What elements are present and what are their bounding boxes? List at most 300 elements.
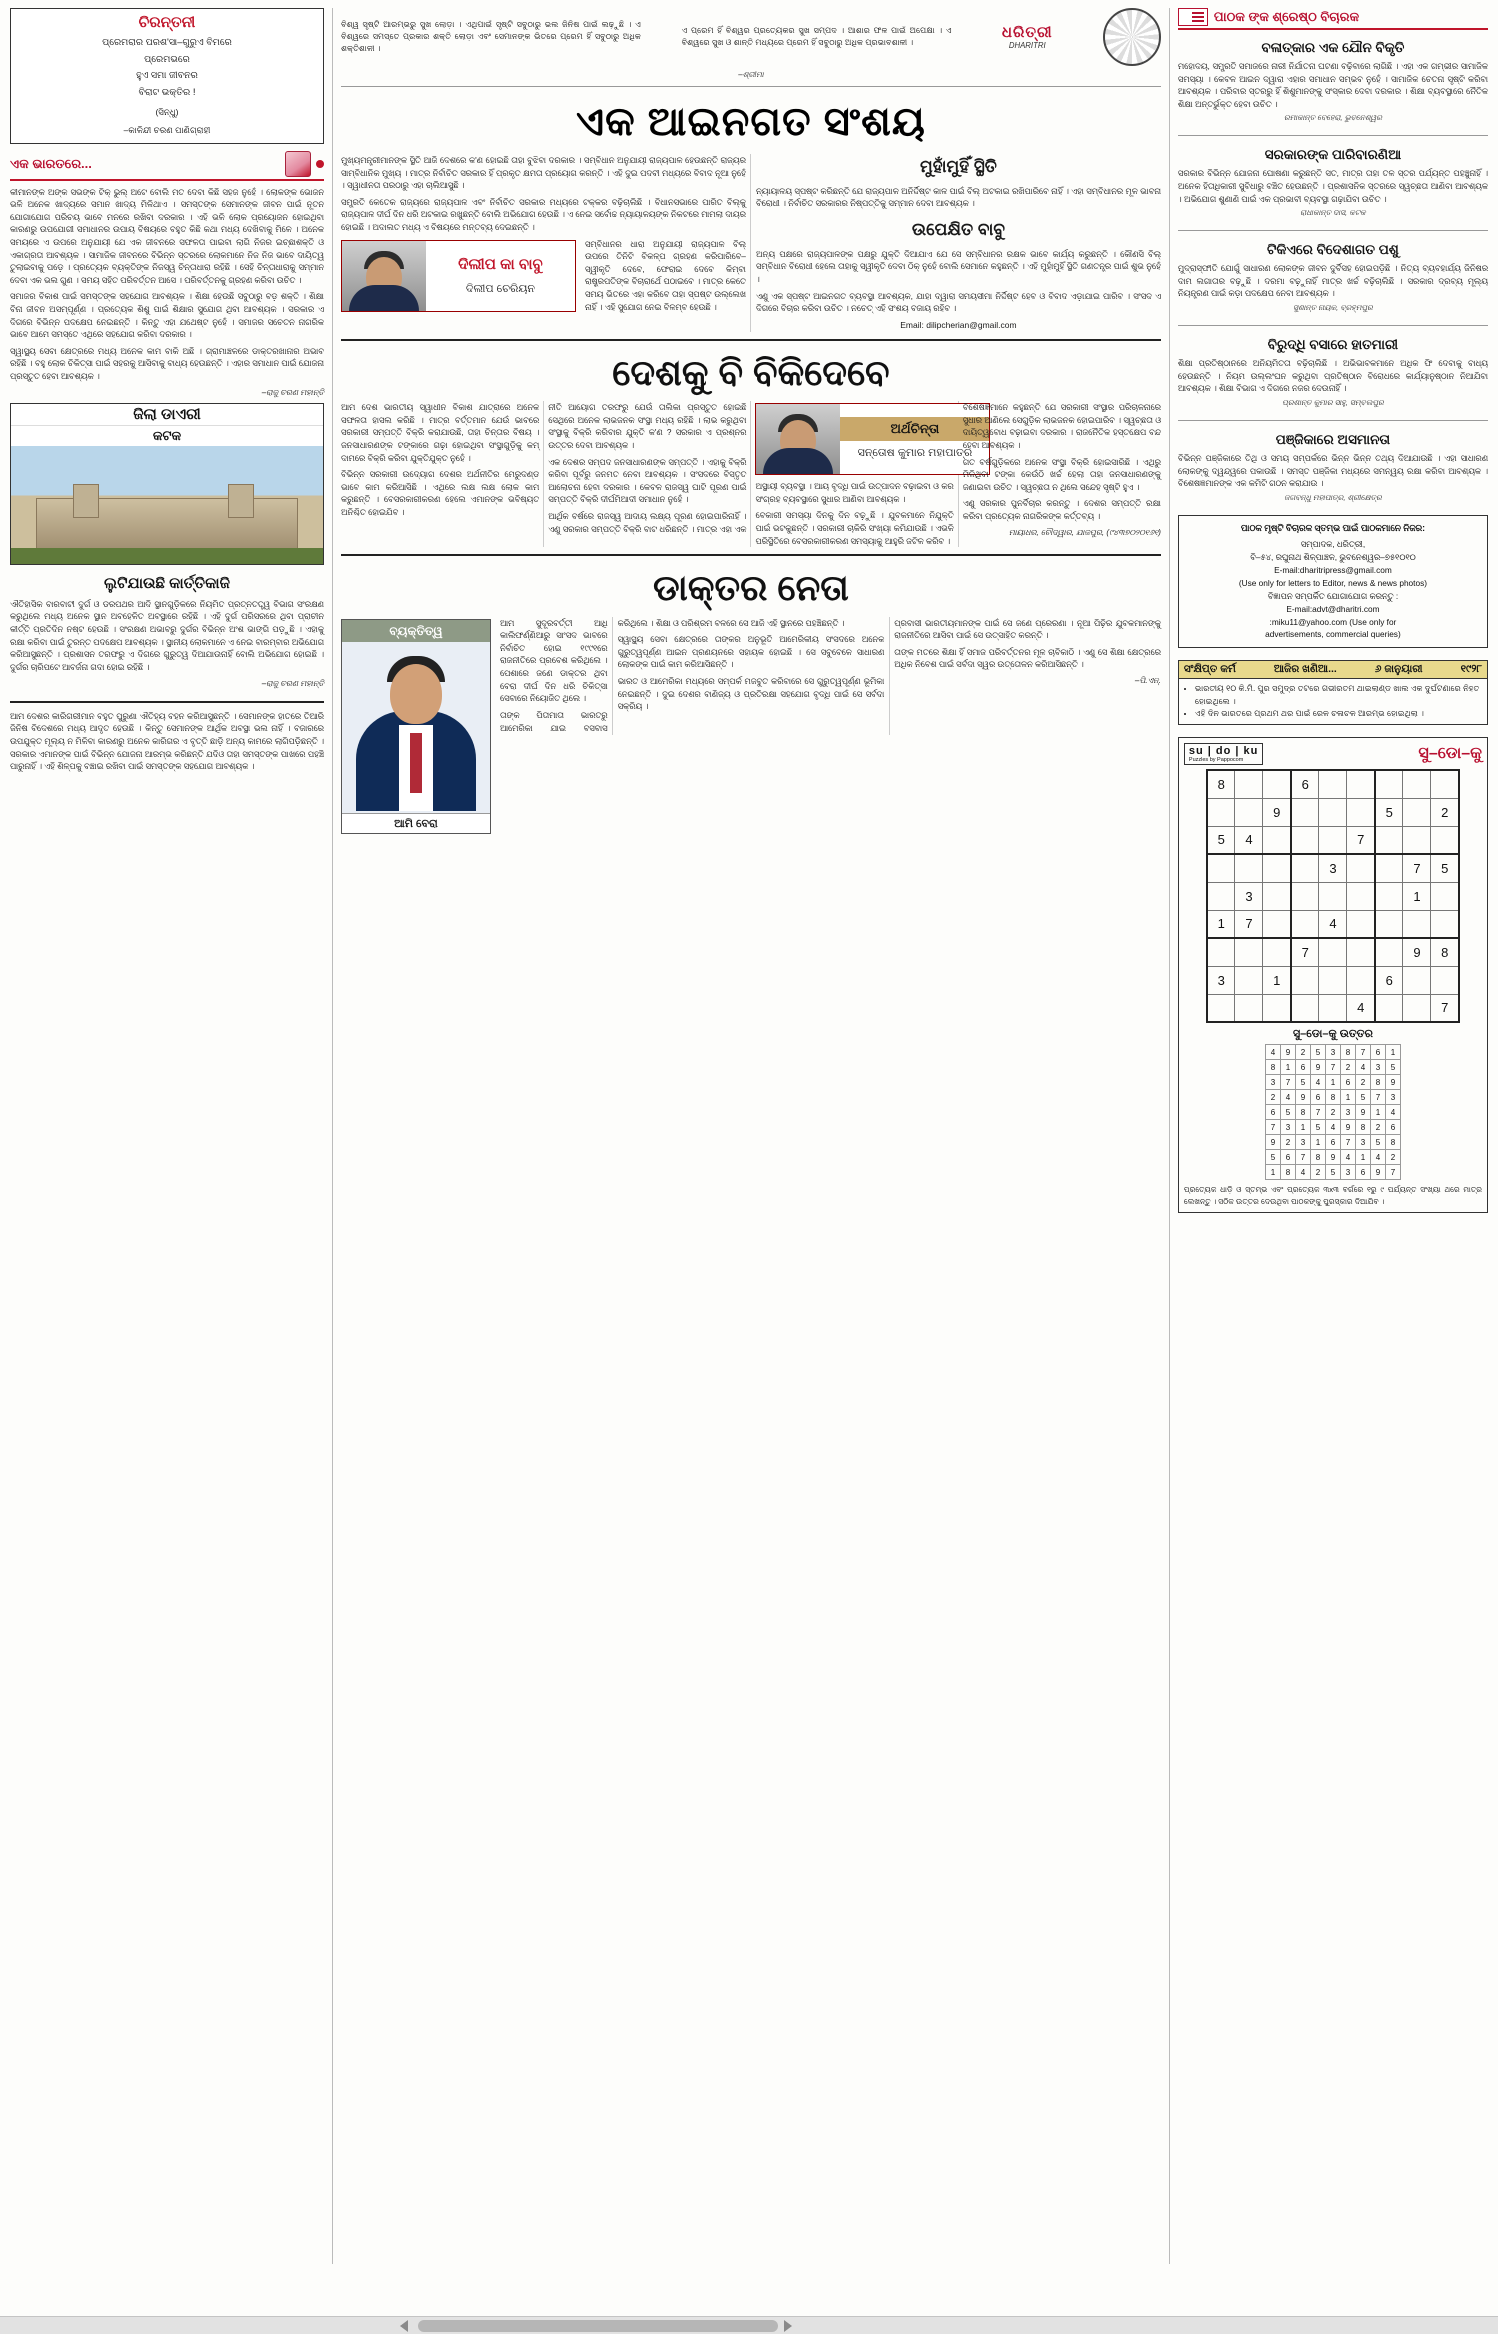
sudoku-solution-cell[interactable]: 8 xyxy=(1280,1165,1295,1180)
paragraph: ସ୍ୱାସ୍ଥ୍ୟ ସେବା କ୍ଷେତ୍ରରେ ତାଙ୍କର ଅନୁଭୂତି ଆମେରିକୀୟ ସଂସଦରେ ଅନେକ ଗୁରୁତ୍ୱପୂର୍ଣ୍ଣ ଆଇନ ପ୍ରଣୟନରେ ସହାୟକ ହୋଇଛି । ସେ ସବୁବେଳେ ସାଧାରଣ ଲୋକଙ୍କ ପାଇଁ କାମ କରିଆସିଛନ୍ତି । xyxy=(617,634,885,670)
sudoku-cell[interactable] xyxy=(1263,770,1291,798)
sudoku-cell[interactable] xyxy=(1431,882,1459,910)
sudoku-solution-cell[interactable]: 6 xyxy=(1295,1060,1310,1075)
sudoku-logo-sub: Puzzles by Pappocom xyxy=(1188,757,1244,764)
sudoku-cell[interactable]: 2 xyxy=(1431,798,1459,826)
sudoku-cell[interactable] xyxy=(1403,994,1431,1022)
sudoku-solution-cell[interactable]: 5 xyxy=(1265,1150,1280,1165)
sudoku-solution-cell[interactable]: 3 xyxy=(1295,1135,1310,1150)
paragraph: ମୁଖ୍ୟମନ୍ତ୍ରୀମାନଙ୍କ ସ୍ଥିତି ଆଜି ଦେଶରେ କ'ଣ ହୋଇଛି ତାହା ବୁଝିବା ଦରକାର । ସମ୍ବିଧାନ ଅନୁଯାୟୀ ରାଜ୍ୟପାଳ ହେଉଛନ୍ତି ରାଜ୍ୟର ସାମ୍ବିଧାନିକ ମୁଖ୍ୟ । ମାତ୍ର ନିର୍ବାଚିତ ସରକାର ହିଁ ପ୍ରକୃତ କ୍ଷମତା ପ୍ରୟୋଗ କରନ୍ତି । ଏହି ଦୁଇ ପଦବୀ ମଧ୍ୟରେ ବିବାଦ ନୂଆ ନୁହେଁ । ସ୍ୱାଧୀନତା ପରଠାରୁ ଏହା ଚାଲିଆସୁଛି । xyxy=(340,155,746,191)
sudoku-cell[interactable] xyxy=(1207,854,1235,882)
letter-body: ମୁଦ୍ରାସ୍ଫୀତି ଯୋଗୁଁ ସାଧାରଣ ଲୋକଙ୍କ ଜୀବନ ଦୁର୍ବିସହ ହୋଇପଡ଼ିଛି । ନିତ୍ୟ ବ୍ୟବହାର୍ଯ୍ୟ ଜିନିଷର ଦାମ ଲଗାତାର ବଢ଼ୁଛି । ଦରମା ବଢ଼ୁନାହିଁ ମାତ୍ର ଖର୍ଚ୍ଚ ବଢ଼ିଚାଲିଛି । ସରକାର ଦ୍ରବ୍ୟ ମୂଲ୍ୟ ନିୟନ୍ତ୍ରଣ ପାଇଁ କଡ଼ା ପଦକ୍ଷେପ ନେବା ଆବଶ୍ୟକ । xyxy=(1177,263,1488,299)
sudoku-solution-cell[interactable]: 8 xyxy=(1295,1105,1310,1120)
sudoku-solution-cell[interactable]: 5 xyxy=(1310,1120,1325,1135)
sudoku-cell[interactable]: 1 xyxy=(1403,882,1431,910)
sudoku-solution-cell[interactable]: 1 xyxy=(1385,1045,1400,1060)
sudoku-solution-cell[interactable]: 1 xyxy=(1370,1105,1385,1120)
sudoku-solution-cell[interactable]: 7 xyxy=(1295,1150,1310,1165)
main-article-body xyxy=(341,154,1161,332)
sudoku-cell[interactable] xyxy=(1207,994,1235,1022)
almanac-bullet: • ଏହି ଦିନ ଭାରତରେ ପ୍ରଥମ ଥର ପାଇଁ ରେଳ ଚଳାଚଳ ଆରମ୍ଭ ହୋଇଥିଲା । xyxy=(1195,708,1481,720)
sudoku-cell[interactable]: 7 xyxy=(1291,938,1319,966)
sudoku-solution-cell[interactable]: 4 xyxy=(1370,1150,1385,1165)
sudoku-cell[interactable] xyxy=(1319,770,1347,798)
grid-row xyxy=(1265,1045,1400,1060)
sudoku-cell[interactable] xyxy=(1431,966,1459,994)
grid-row xyxy=(1265,1105,1400,1120)
sudoku-cell[interactable] xyxy=(1319,798,1347,826)
sudoku-cell[interactable]: 1 xyxy=(1263,966,1291,994)
paragraph: ଏଣୁ ସରକାର ପୁନର୍ବିଚାର କରନ୍ତୁ । ଦେଶର ସମ୍ପତ୍ତି ରକ୍ଷା କରିବା ପ୍ରତ୍ୟେକ ନାଗରିକଙ୍କ କର୍ତ୍ତବ୍ୟ । xyxy=(962,498,1161,522)
poem-title: ଚିରନ୍ତନୀ xyxy=(138,14,196,31)
grid-row xyxy=(1265,1090,1400,1105)
sudoku-cell[interactable] xyxy=(1403,798,1431,826)
sudoku-cell[interactable]: 9 xyxy=(1403,938,1431,966)
grid-row xyxy=(1265,1060,1400,1075)
sudoku-solution-cell[interactable]: 1 xyxy=(1280,1060,1295,1075)
letter-title: ପଞ୍ଜିକାରେ ଅସମାନତା xyxy=(1275,431,1391,447)
sudoku-cell[interactable]: 4 xyxy=(1347,994,1375,1022)
column-divider-2 xyxy=(1169,8,1170,2264)
second-article-body xyxy=(341,401,1161,547)
grid-row xyxy=(1207,826,1459,854)
sudoku-cell[interactable] xyxy=(1263,994,1291,1022)
sudoku-solution-cell[interactable]: 9 xyxy=(1385,1075,1400,1090)
paragraph: ବିଶେଷଜ୍ଞମାନେ କହୁଛନ୍ତି ଯେ ସରକାରୀ ସଂସ୍ଥାର ପରିଚାଳନାରେ ସୁଧାର ଆଣିଲେ ସେଗୁଡ଼ିକ ଲାଭଜନକ ହୋଇପାରିବ । ସ୍ୱଚ୍ଛତା ଓ ଦାୟିତ୍ୱବୋଧ ବଢ଼ାଇବା ଦରକାର । ରାଜନୈତିକ ହସ୍ତକ୍ଷେପ ବନ୍ଦ ହେବା ଆବଶ୍ୟକ । xyxy=(962,402,1161,451)
masthead-note-left: ବିଶ୍ୱ ସୃଷ୍ଟି ଆରମ୍ଭରୁ ସୁଖ ଲୋଡ଼ା । ଏଥିପାଇଁ ସୃଷ୍ଟି ସବୁଠାରୁ ଭଲ ଜିନିଷ ପାଇଁ ଲଢ଼ୁଛି । ଏ ବିଶ୍ୱରେ ସମସ୍ତେ ପ୍ରକାର ଶକ୍ତି ଲୋଡ଼ା ଏବଂ ସେମାନଙ୍କ ଭିତରେ ପ୍ରେମ ହିଁ ସବୁଠାରୁ ଅଧିକ ଶକ୍ତିଶାଳୀ । xyxy=(340,19,641,54)
second-article-columns xyxy=(341,401,1161,547)
third-article-signoff: –ପି.ଏନ୍. xyxy=(1134,676,1161,686)
sudoku-cell[interactable] xyxy=(1403,826,1431,854)
sudoku-solution-cell[interactable]: 5 xyxy=(1310,1045,1325,1060)
letter-title: ସରକାରଙ୍କ ପାରିବାରଣିଆ xyxy=(1264,147,1402,163)
sudoku-solution-cell[interactable]: 7 xyxy=(1310,1105,1325,1120)
sudoku-cell[interactable] xyxy=(1263,854,1291,882)
sudoku-solution-cell[interactable]: 7 xyxy=(1325,1060,1340,1075)
sudoku-cell[interactable] xyxy=(1319,882,1347,910)
sudoku-solution-cell[interactable]: 2 xyxy=(1370,1120,1385,1135)
scroll-left-arrow[interactable] xyxy=(400,2320,412,2332)
sudoku-solution-cell[interactable]: 8 xyxy=(1340,1045,1355,1060)
sudoku-solution-cell[interactable]: 2 xyxy=(1325,1105,1340,1120)
masthead-strip xyxy=(341,8,1161,66)
sudoku-solution-cell[interactable]: 4 xyxy=(1340,1150,1355,1165)
sudoku-solution-cell[interactable]: 4 xyxy=(1355,1060,1370,1075)
sudoku-solution-cell[interactable]: 7 xyxy=(1280,1075,1295,1090)
sudoku-cell[interactable] xyxy=(1291,854,1319,882)
sudoku-solution-cell[interactable]: 9 xyxy=(1340,1120,1355,1135)
sudoku-cell[interactable] xyxy=(1403,910,1431,938)
sudoku-solution-cell[interactable]: 7 xyxy=(1265,1120,1280,1135)
left-article-1 xyxy=(10,186,324,403)
horizontal-scrollbar[interactable] xyxy=(0,2316,1498,2334)
sudoku-solution-cell[interactable]: 2 xyxy=(1355,1075,1370,1090)
sudoku-cell[interactable]: 3 xyxy=(1207,966,1235,994)
paragraph: ବିଭିନ୍ନ ସରକାରୀ ଉଦ୍ୟୋଗ ଦେଶର ଅର୍ଥନୀତିର ମେରୁଦଣ୍ଡ ଭାବେ କାମ କରିଆସିଛି । ଏଥିରେ ଲକ୍ଷ ଲକ୍ଷ ଲୋକ କାମ କରୁଛନ୍ତି । ବେସରକାରୀକରଣ ହେଲେ ଏମାନଙ୍କ ଭବିଷ୍ୟତ ଅନିଶ୍ଚିତ ହୋଇଯିବ । xyxy=(340,469,540,518)
almanac-wheel-icon xyxy=(1103,8,1161,66)
sudoku-solution-cell[interactable]: 6 xyxy=(1355,1165,1370,1180)
sudoku-solution-cell[interactable]: 8 xyxy=(1265,1060,1280,1075)
poem-box xyxy=(10,8,324,144)
author-photo xyxy=(756,404,840,474)
sudoku-cell[interactable] xyxy=(1291,798,1319,826)
sudoku-solution-cell[interactable]: 2 xyxy=(1385,1150,1400,1165)
grid-row xyxy=(1207,854,1459,882)
poem-line: ବିରାଟ ଭକ୍ତିର ! xyxy=(138,86,196,98)
sudoku-answer-title: ସୁ–ଡୋ–କୁ ଉତ୍ତର xyxy=(1292,1028,1373,1041)
sudoku-cell[interactable] xyxy=(1291,994,1319,1022)
sudoku-cell[interactable] xyxy=(1207,882,1235,910)
author-card xyxy=(341,240,576,312)
sudoku-solution-cell[interactable]: 6 xyxy=(1280,1150,1295,1165)
sudoku-cell[interactable]: 5 xyxy=(1431,854,1459,882)
sudoku-cell[interactable] xyxy=(1431,910,1459,938)
grid-row xyxy=(1265,1165,1400,1180)
sudoku-solution-cell[interactable]: 3 xyxy=(1340,1165,1355,1180)
third-article-columns xyxy=(341,617,1161,830)
sudoku-solution-cell[interactable]: 5 xyxy=(1370,1135,1385,1150)
sudoku-solution-cell[interactable]: 5 xyxy=(1385,1060,1400,1075)
sudoku-solution-cell[interactable]: 8 xyxy=(1325,1090,1340,1105)
sudoku-block xyxy=(1178,737,1488,1213)
sudoku-cell[interactable] xyxy=(1235,994,1263,1022)
sudoku-cell[interactable]: 7 xyxy=(1235,910,1263,938)
sudoku-cell[interactable] xyxy=(1319,994,1347,1022)
sudoku-cell[interactable] xyxy=(1207,938,1235,966)
third-headline: ଡାକ୍ତର ନେତା xyxy=(652,567,849,609)
brand-block xyxy=(992,24,1062,50)
sudoku-solution-cell[interactable]: 4 xyxy=(1265,1045,1280,1060)
letter-title: ବିରୁଦ୍ଧି ବସାରେ ହାତମାରୀ xyxy=(1267,337,1399,353)
sudoku-solution-cell[interactable]: 8 xyxy=(1370,1075,1385,1090)
sudoku-solution-cell[interactable]: 3 xyxy=(1385,1090,1400,1105)
paragraph: ନ୍ୟାୟାଳୟ ସ୍ପଷ୍ଟ କରିଛନ୍ତି ଯେ ରାଜ୍ୟପାଳ ଅନିର୍ଦ୍ଦିଷ୍ଟ କାଳ ପାଇଁ ବିଲ୍ ଅଟକାଇ ରଖିପାରିବେ ନାହିଁ । ଏହା ସମ୍ବିଧାନର ମୂଳ ଭାବନା ବିରୋଧୀ । ନିର୍ବାଚିତ ସରକାରର ନିଷ୍ପତ୍ତିକୁ ସମ୍ମାନ ଦେବା ଆବଶ୍ୟକ । xyxy=(755,185,1161,209)
contact-email-editor[interactable]: E-mail:dharitripress@gmail.com xyxy=(1274,565,1392,576)
letter-item xyxy=(1178,142,1488,224)
letter-credit: ରମାକାନ୍ତ ବେହେରା, ଭୁବନେଶ୍ୱର xyxy=(1283,113,1382,123)
paragraph: ତାଙ୍କ ପିତାମାତା ଭାରତରୁ ଆମେରିକା ଯାଇ ବସବାସ କରିଥିଲେ । ଶିକ୍ଷା ଓ ପରିଶ୍ରମ ବଳରେ ସେ ଆଜି ଏହି ସ୍ଥାନରେ ପହଞ୍ଚିଛନ୍ତି । xyxy=(499,617,845,733)
sudoku-solution-grid xyxy=(1265,1044,1401,1180)
letter-credit: ସୁଶାନ୍ତ ନାୟକ, ବ୍ରହ୍ମପୁର xyxy=(1293,303,1373,313)
sudoku-solution-cell[interactable]: 4 xyxy=(1295,1165,1310,1180)
sudoku-cell[interactable] xyxy=(1235,798,1263,826)
sudoku-cell[interactable] xyxy=(1403,770,1431,798)
contact-email-alt[interactable]: :miku11@yahoo.com (Use only for xyxy=(1269,616,1397,627)
letters-header-title: ପାଠକ ଙ୍କ ଶ୍ରେଷ୍ଠ ବିଚାରକ xyxy=(1213,9,1360,24)
page-columns xyxy=(10,8,1488,2264)
sudoku-solution-cell[interactable]: 1 xyxy=(1265,1165,1280,1180)
third-article-body xyxy=(341,617,1161,830)
sudoku-solution-cell[interactable]: 9 xyxy=(1370,1165,1385,1180)
sudoku-cell[interactable] xyxy=(1347,910,1375,938)
sudoku-cell[interactable] xyxy=(1263,826,1291,854)
paragraph: ଅନ୍ୟ ପକ୍ଷରେ ରାଜ୍ୟପାଳଙ୍କ ପକ୍ଷରୁ ଯୁକ୍ତି ଦିଆଯାଏ ଯେ ସେ ସମ୍ବିଧାନର ରକ୍ଷକ ଭାବେ କାର୍ଯ୍ୟ କରୁଛନ୍ତି । କୌଣସି ବିଲ୍ ସମ୍ବିଧାନ ବିରୋଧୀ ହେଲେ ତାହାକୁ ସ୍ୱୀକୃତି ଦେବା ଠିକ୍ ନୁହେଁ ବୋଲି ସେମାନେ କହୁଛନ୍ତି । ଏହି ମୁହାଁମୁହିଁ ସ୍ଥିତି ଗଣତନ୍ତ୍ର ପାଇଁ ଶୁଭ ନୁହେଁ । xyxy=(755,248,1161,285)
sudoku-solution-cell[interactable]: 3 xyxy=(1265,1075,1280,1090)
sudoku-cell[interactable] xyxy=(1319,938,1347,966)
almanac-box xyxy=(1178,660,1488,725)
sudoku-cell[interactable]: 7 xyxy=(1347,826,1375,854)
sudoku-cell[interactable]: 9 xyxy=(1263,798,1291,826)
letter-title: ବଳାତ୍କାର ଏକ ଯୌନ ବିକୃତି xyxy=(1261,40,1405,55)
sudoku-cell[interactable] xyxy=(1375,882,1403,910)
sudoku-cell[interactable] xyxy=(1235,966,1263,994)
paragraph: ଭାରତ ଓ ଆମେରିକା ମଧ୍ୟରେ ସମ୍ପର୍କ ମଜବୁତ କରିବାରେ ସେ ଗୁରୁତ୍ୱପୂର୍ଣ୍ଣ ଭୂମିକା ନେଇଛନ୍ତି । ଦୁଇ ଦେଶର ବାଣିଜ୍ୟ ଓ ପ୍ରତିରକ୍ଷା ସହଯୋଗ ବୃଦ୍ଧି ପାଇଁ ସେ ସର୍ବଦା ସକ୍ରିୟ । xyxy=(617,676,885,712)
sudoku-cell[interactable] xyxy=(1291,910,1319,938)
sudoku-solution-cell[interactable]: 6 xyxy=(1370,1045,1385,1060)
sudoku-cell[interactable] xyxy=(1263,882,1291,910)
sudoku-logo xyxy=(1184,743,1264,765)
contact-note: (Use only for letters to Editor, news & news photos) xyxy=(1238,577,1428,588)
contact-email-advt[interactable]: E-mail:advt@dharitri.com xyxy=(1286,603,1380,614)
sudoku-solution-cell[interactable]: 9 xyxy=(1280,1045,1295,1060)
letter-credit: ଜଗବନ୍ଧୁ ମହାପାତ୍ର, ଶ୍ରୀକ୍ଷେତ୍ର xyxy=(1284,492,1382,502)
paragraph: ଐତିହାସିକ ବାରବାଟୀ ଦୁର୍ଗ ଓ ଡରପଥର ଆଦି ସ୍ଥାନଗୁଡ଼ିକରେ ନିୟମିତ ପ୍ରତ୍ନତତ୍ତ୍ୱ ବିଭାଗ ସଂରକ୍ଷଣ କରୁଥିଲେ ମଧ୍ୟ ଅନେକ ସ୍ଥାନ ଅବହେଳିତ ଅବସ୍ଥାରେ ରହିଛି । ଏହି ଦୁର୍ଗ ପରିସରରେ ଥିବା ପ୍ରାଚୀନ କୀର୍ତ୍ତି ପ୍ରତିଦିନ ନଷ୍ଟ ହେଉଛି । ସଂରକ୍ଷଣ ଅଭାବରୁ ଦୁର୍ଗର ବିଭିନ୍ନ ଅଂଶ ଭାଙ୍ଗି ପଡ଼ୁଛି । ଏହାକୁ ରକ୍ଷା କରିବା ପାଇଁ ତୁରନ୍ତ ପଦକ୍ଷେପ ଆବଶ୍ୟକ । ସ୍ଥାନୀୟ ଲୋକମାନେ ଏ ନେଇ ବାରମ୍ବାର ଅଭିଯୋଗ କରିଆସୁଛନ୍ତି । ପ୍ରଶାସନ ତରଫରୁ ଏ ଦିଗରେ ଗୁରୁତ୍ୱ ଦିଆଯାଉନାହିଁ ବୋଲି ଅଭିଯୋଗ ହୋଇଛି । ଦୁର୍ଗର ଚାରିପଟେ ଆବର୍ଜନା ଗଦା ହୋଇ ରହିଛି । xyxy=(10,598,324,672)
paragraph: ଆମ ଦେଶର କାରିଗରୀମାନ ବହୁତ ପୁରୁଣା ଐତିହ୍ୟ ବହନ କରିଆସୁଛନ୍ତି । ସେମାନଙ୍କ ହାତରେ ତିଆରି ଜିନିଷ ବିଦେଶରେ ମଧ୍ୟ ଆଦୃତ ହେଉଛି । କିନ୍ତୁ ସେମାନଙ୍କ ଆର୍ଥିକ ଅବସ୍ଥା ଭଲ ନାହିଁ । ବଜାରରେ ଉପଯୁକ୍ତ ମୂଲ୍ୟ ନ ମିଳିବା କାରଣରୁ ଅନେକ କାରିଗର ଏ ବୃତ୍ତି ଛାଡ଼ି ଅନ୍ୟ କାମରେ ଲାଗିପଡ଼ିଛନ୍ତି । ସରକାର ଏମାନଙ୍କ ପାଇଁ ବିଭିନ୍ନ ଯୋଜନା ଆରମ୍ଭ କରିଛନ୍ତି ଯଦିଓ ତାହା ସମସ୍ତଙ୍କ ପାଖରେ ପହଞ୍ଚି ପାରୁନାହିଁ । ଏହି ଶିଳ୍ପକୁ ବଞ୍ଚାଇ ରଖିବା ପାଇଁ ସମସ୍ତଙ୍କ ସହଯୋଗ ଆବଶ୍ୟକ । xyxy=(10,710,324,772)
contact-box xyxy=(1178,515,1488,649)
sudoku-solution-cell[interactable]: 7 xyxy=(1355,1045,1370,1060)
sudoku-solution-cell[interactable]: 8 xyxy=(1355,1120,1370,1135)
pencil-icon xyxy=(1178,8,1208,26)
sudoku-solution-cell[interactable]: 4 xyxy=(1310,1075,1325,1090)
sudoku-cell[interactable]: 8 xyxy=(1207,770,1235,798)
sudoku-solution-cell[interactable]: 7 xyxy=(1385,1165,1400,1180)
district-diary-block xyxy=(10,403,324,565)
sudoku-cell[interactable]: 7 xyxy=(1403,854,1431,882)
paragraph: ସମ୍ବିଧାନର ଧାରା ଅନୁଯାୟୀ ରାଜ୍ୟପାଳ ବିଲ୍ ଉପରେ ତିନିଟି ବିକଳ୍ପ ଗ୍ରହଣ କରିପାରିବେ– ସ୍ୱୀକୃତି ଦେବେ, ଫେରାଇ ଦେବେ କିମ୍ବା ରାଷ୍ଟ୍ରପତିଙ୍କ ବିଚାରାର୍ଥେ ପଠାଇବେ । ମାତ୍ର କେତେ ସମୟ ଭିତରେ ଏହା କରିବେ ତାହା ସ୍ପଷ୍ଟ ଉଲ୍ଲେଖ ନାହିଁ । ଏହି ସୁଯୋଗ ନେଇ ବିଳମ୍ବ ହେଉଛି । xyxy=(584,238,746,312)
grid-row xyxy=(1207,770,1459,798)
main-subhead-2: ଉପେକ୍ଷିତ ବାବୁ xyxy=(911,220,1005,240)
sudoku-solution-cell[interactable]: 5 xyxy=(1355,1090,1370,1105)
contact-line: ସମ୍ପାଦକ, ଧରିତ୍ରୀ, xyxy=(1300,539,1366,550)
sudoku-cell[interactable] xyxy=(1375,910,1403,938)
paragraph: କୀମାନଙ୍କ ଅଙ୍କ ସଭଙ୍କ ଟିକ୍ ଭୁଲ୍ ଅଟେ ବୋଲି ମତ ଦେବା କିଛି ସହଜ ନୁହେଁ । ଲୋକଙ୍କ ଭୋଜନ ଭଳି ଅନେକ ଖାଦ୍ୟରେ ସମାନ ଖାଦ୍ୟ ମିଳିଥାଏ । ସମସ୍ତଙ୍କ ସେମାନଙ୍କ ଜୀବନ ପାଇଁ ନୂତନ ଯୋଗାଯୋଗ ପରିଚୟ ଭାବେ ମନରେ ରଖିବା ଦରକାର । ଏହି ଭଳି ଲୋକ ପ୍ରୟୋଜନ ହୋଇଥିବା କାରଣରୁ ଉପଯୋଗୀ ସମାଧାନର ଉପାୟ ବିଷୟରେ ବହୁତ କିଛି କଥା ମଧ୍ୟ ଦେଖିବାକୁ ମିଳେ । ଅନେକ ସମୟରେ ଏ ଉପରେ ଅନୁଯାୟୀ ଯେ ଏକ ଜୀବନରେ ସଫଳତା ପାଇବା ଲାଗି ନିଜର ଇଚ୍ଛାଶକ୍ତି ଓ ଏକାଗ୍ରତା ଆବଶ୍ୟକ । ସାମାଜିକ ଜୀବନରେ ବିଭିନ୍ନ ସ୍ତରରେ ଲୋକମାନେ ନିଜ ନିଜ ଭାବେ ଦାୟିତ୍ୱ ତୁଲାଇବାକୁ ପଡ଼େ । ପ୍ରତ୍ୟେକ ବ୍ୟକ୍ତିଙ୍କ ନିଜସ୍ୱ ଚିନ୍ତାଧାରା ରହିଛି । ସେହି ଚିନ୍ତାଧାରାକୁ ସମ୍ମାନ ଦେବା ଏକ ଭଲ ଗୁଣ । ସମୟ ସହିତ ପରିବର୍ତ୍ତନ ଆସେ । ପରିବର୍ତ୍ତନକୁ ଗ୍ରହଣ କରିବା ଉଚିତ । xyxy=(10,186,324,285)
paragraph: ନୀତି ଆୟୋଗ ତରଫରୁ ଯେଉଁ ତାଲିକା ପ୍ରସ୍ତୁତ ହୋଇଛି ସେଥିରେ ଅନେକ ଲାଭଜନକ ସଂସ୍ଥା ମଧ୍ୟ ରହିଛି । ଲାଭ କରୁଥିବା ସଂସ୍ଥାକୁ ବିକ୍ରି କରିବାର ଯୁକ୍ତି କ'ଣ ? ସରକାର ଏ ପ୍ରଶ୍ନର ଉତ୍ତର ଦେବା ଆବଶ୍ୟକ । xyxy=(548,402,747,451)
brand-name: ଧରିତ୍ରୀ xyxy=(1001,24,1053,41)
grid-row xyxy=(1207,798,1459,826)
sudoku-solution-cell[interactable]: 4 xyxy=(1325,1120,1340,1135)
sudoku-cell[interactable] xyxy=(1235,770,1263,798)
sudoku-cell[interactable]: 1 xyxy=(1207,910,1235,938)
sudoku-solution-cell[interactable]: 3 xyxy=(1280,1120,1295,1135)
letter-item xyxy=(1178,35,1488,129)
sudoku-solution-cell[interactable]: 3 xyxy=(1340,1105,1355,1120)
economy-author-card xyxy=(755,403,990,475)
poem-line: ପ୍ରେମଭରେ xyxy=(144,53,190,65)
sudoku-cell[interactable] xyxy=(1431,770,1459,798)
sudoku-cell[interactable]: 3 xyxy=(1235,882,1263,910)
sudoku-cell[interactable] xyxy=(1347,966,1375,994)
sudoku-cell[interactable]: 7 xyxy=(1431,994,1459,1022)
paragraph: ଏକ ଦେଶର ସମ୍ପଦ ଜନସାଧାରଣଙ୍କ ସମ୍ପତ୍ତି । ଏହାକୁ ବିକ୍ରି କରିବା ପୂର୍ବରୁ ଜନମତ ନେବା ଆବଶ୍ୟକ । ସଂସଦରେ ବିସ୍ତୃତ ଆଲୋଚନା ହେବା ଦରକାର । କେବଳ ରାଜସ୍ୱ ଘାଟି ପୂରଣ ପାଇଁ ସମ୍ପତ୍ତି ବିକ୍ରି ଦୀର୍ଘମିଆଦୀ ସମାଧାନ ନୁହେଁ । xyxy=(548,456,747,505)
letter-item xyxy=(1178,427,1488,509)
almanac-year: ୧୯୨୮ xyxy=(1460,663,1482,676)
sudoku-grid[interactable] xyxy=(1206,769,1460,1023)
sudoku-cell[interactable]: 6 xyxy=(1375,966,1403,994)
grid-row xyxy=(1207,910,1459,938)
sudoku-solution-cell[interactable]: 9 xyxy=(1310,1060,1325,1075)
sudoku-solution-cell[interactable]: 3 xyxy=(1370,1060,1385,1075)
sudoku-solution-cell[interactable]: 1 xyxy=(1340,1090,1355,1105)
sudoku-cell[interactable] xyxy=(1347,798,1375,826)
sudoku-solution-cell[interactable]: 5 xyxy=(1325,1165,1340,1180)
main-article-columns xyxy=(341,154,1161,332)
contact-line: ବିଜ୍ଞାପନ ସମ୍ପର୍କିତ ଯୋଗାଯୋଗ କରନ୍ତୁ : xyxy=(1267,590,1399,601)
sudoku-solution-cell[interactable]: 4 xyxy=(1280,1090,1295,1105)
sudoku-solution-cell[interactable]: 9 xyxy=(1325,1150,1340,1165)
sudoku-solution-cell[interactable]: 1 xyxy=(1295,1120,1310,1135)
paragraph: ଆର୍ଥିକ ବର୍ଷରେ ରାଜସ୍ୱ ଆଦାୟ ଲକ୍ଷ୍ୟ ପୂରଣ ହୋଇପାରିନାହିଁ । ଏଣୁ ସରକାର ସମ୍ପତ୍ତି ବିକ୍ରି ବାଟ ଧରିଛନ୍ତି । ମାତ୍ର ଏହା ଏକ ଅସ୍ଥାୟୀ ବ୍ୟବସ୍ଥା । ଆୟ ବୃଦ୍ଧି ପାଇଁ ଉତ୍ପାଦନ ବଢ଼ାଇବା ଓ କର ସଂଗ୍ରହ ବ୍ୟବସ୍ଥାରେ ସୁଧାର ଆଣିବା ଆବଶ୍ୟକ । xyxy=(548,481,954,534)
sudoku-cell[interactable] xyxy=(1319,966,1347,994)
sudoku-solution-cell[interactable]: 6 xyxy=(1265,1105,1280,1120)
poem-body xyxy=(17,35,317,138)
sudoku-cell[interactable]: 3 xyxy=(1319,854,1347,882)
column-tag: ଅର୍ଥଚିନ୍ତା xyxy=(840,417,989,441)
sudoku-solution-cell[interactable]: 2 xyxy=(1340,1060,1355,1075)
author-name: ଦିଲୀପ କା ବାବୁ xyxy=(458,255,543,273)
left-column xyxy=(10,8,324,2264)
almanac-date: ୬ ଜାନୁୟାରୀ xyxy=(1374,663,1423,676)
sudoku-solution-cell[interactable]: 9 xyxy=(1355,1105,1370,1120)
sudoku-logo-text: su | do | ku xyxy=(1188,745,1259,758)
sudoku-solution-cell[interactable]: 7 xyxy=(1340,1135,1355,1150)
sudoku-solution-cell[interactable]: 3 xyxy=(1355,1135,1370,1150)
grid-row xyxy=(1207,994,1459,1022)
sudoku-solution-cell[interactable]: 6 xyxy=(1340,1075,1355,1090)
sudoku-cell[interactable] xyxy=(1347,882,1375,910)
second-headline: ଦେଶକୁ ବି ବିକିଦେବେ xyxy=(612,351,890,393)
sudoku-solution-cell[interactable]: 8 xyxy=(1385,1135,1400,1150)
brand-subname: DHARITRI xyxy=(1008,41,1046,50)
letter-title: ଟିକିଏରେ ବିଦେଶାଗତ ପଶୁ xyxy=(1267,242,1399,258)
fort-photo xyxy=(11,446,323,564)
article-credit: –ରାଜୁ ଚରଣ ମହାନ୍ତି xyxy=(261,678,324,688)
sudoku-cell[interactable]: 6 xyxy=(1291,770,1319,798)
letter-item xyxy=(1178,237,1488,319)
sudoku-solution-cell[interactable]: 3 xyxy=(1325,1045,1340,1060)
sudoku-cell[interactable] xyxy=(1375,994,1403,1022)
letter-body: ସରକାର ବିଭିନ୍ନ ଯୋଜନା ଘୋଷଣା କରୁଛନ୍ତି ସତ, ମାତ୍ର ତାହା ତଳ ସ୍ତର ପର୍ଯ୍ୟନ୍ତ ପହଞ୍ଚୁନାହିଁ । ଅନେକ ହିତାଧିକାରୀ ସୁବିଧାରୁ ବଞ୍ଚିତ ହେଉଛନ୍ତି । ପ୍ରଶାସନିକ ସ୍ତରରେ ସ୍ୱଚ୍ଛତା ଆଣିବା ଆବଶ୍ୟକ । ଅଭିଯୋଗ ଶୁଣାଣି ପାଇଁ ଏକ ପ୍ରଭାବୀ ବ୍ୟବସ୍ଥା ଗଢ଼ାଯିବା ଉଚିତ । xyxy=(1177,168,1488,204)
masthead-note-right: ଏ ପ୍ରେମ ହିଁ ବିଶ୍ୱର ପ୍ରତ୍ୟେକର ସୁଖ ସମ୍ପଦ । ଆଶାର ଫଳ ପାଇଁ ଅପେକ୍ଷା । ଏ ବିଶ୍ୱରେ ସୁଖ ଓ ଶାନ୍ତି ମଧ୍ୟରେ ପ୍ରେମ ହିଁ ସବୁଠାରୁ ଅଧିକ ପ୍ରଭାବଶାଳୀ । xyxy=(681,25,952,47)
author-email: Email: dilipcherian@gmail.com xyxy=(900,319,1017,330)
sudoku-cell[interactable] xyxy=(1291,882,1319,910)
sudoku-cell[interactable] xyxy=(1431,826,1459,854)
left-article-3 xyxy=(10,710,324,777)
district-diary-place: କଟକ xyxy=(11,425,323,446)
grid-row xyxy=(1265,1120,1400,1135)
sudoku-cell[interactable] xyxy=(1235,938,1263,966)
district-diary-title: ଜିଲା ଡାଏରୀ xyxy=(11,404,323,425)
paragraph: ସ୍ୱାସ୍ଥ୍ୟ ସେବା କ୍ଷେତ୍ରରେ ମଧ୍ୟ ଅନେକ କାମ ବାକି ଅଛି । ଗ୍ରାମାଞ୍ଚଳରେ ଡାକ୍ତରଖାନାର ଅଭାବ ରହିଛି । ବହୁ ଲୋକ ଚିକିତ୍ସା ପାଇଁ ସହରକୁ ଆସିବାକୁ ବାଧ୍ୟ ହେଉଛନ୍ତି । ଏହାର ସମାଧାନ ପାଇଁ ଯୋଜନା ପ୍ରସ୍ତୁତ ହେବା ଆବଶ୍ୟକ । xyxy=(10,345,324,382)
paragraph: ପ୍ରବାସୀ ଭାରତୀୟମାନଙ୍କ ପାଇଁ ସେ ଜଣେ ପ୍ରେରଣା । ନୂଆ ପିଢ଼ିର ଯୁବକମାନଙ୍କୁ ରାଜନୀତିରେ ଆସିବା ପାଇଁ ସେ ଉତ୍ସାହିତ କରନ୍ତି । xyxy=(894,617,1161,641)
sudoku-cell[interactable] xyxy=(1347,938,1375,966)
sudoku-cell[interactable]: 4 xyxy=(1319,910,1347,938)
letter-credit: ରାଧାକାନ୍ତ ଦାସ, କଟକ xyxy=(1300,208,1366,218)
contact-note: advertisements, commercial queries) xyxy=(1265,629,1401,640)
sudoku-cell[interactable] xyxy=(1291,966,1319,994)
sudoku-solution-cell[interactable]: 2 xyxy=(1280,1135,1295,1150)
sudoku-solution-cell[interactable]: 4 xyxy=(1385,1105,1400,1120)
letter-body: ବିଭିନ୍ନ ପଞ୍ଜିକାରେ ତିଥି ଓ ସମୟ ସମ୍ପର୍କରେ ଭିନ୍ନ ଭିନ୍ନ ତଥ୍ୟ ଦିଆଯାଉଛି । ଏହା ସାଧାରଣ ଲୋକଙ୍କୁ ଦ୍ୱନ୍ଦ୍ୱରେ ପକାଉଛି । ସମସ୍ତ ପଞ୍ଜିକା ମଧ୍ୟରେ ସମନ୍ୱୟ ରକ୍ଷା କରିବା ଆବଶ୍ୟକ । ବିଶେଷଜ୍ଞମାନଙ୍କ ଏକ କମିଟି ଗଠନ କରାଯାଉ । xyxy=(1177,452,1488,489)
right-rail xyxy=(1178,8,1488,2264)
grid-row xyxy=(1265,1135,1400,1150)
left-article-2-headline: ଲୁଟିଯାଉଛି କାର୍ତ୍ତିକାଜି xyxy=(104,574,230,592)
sudoku-solution-cell[interactable]: 5 xyxy=(1295,1075,1310,1090)
sudoku-solution-cell[interactable]: 2 xyxy=(1295,1045,1310,1060)
sudoku-solution-cell[interactable]: 9 xyxy=(1295,1090,1310,1105)
sudoku-cell[interactable] xyxy=(1375,826,1403,854)
sudoku-cell[interactable] xyxy=(1207,798,1235,826)
sudoku-solution-cell[interactable]: 1 xyxy=(1310,1135,1325,1150)
sudoku-cell[interactable] xyxy=(1263,910,1291,938)
poem-line: ହୁଏ ସମା ଜୀବନର xyxy=(136,70,198,82)
sudoku-solution-cell[interactable]: 6 xyxy=(1325,1135,1340,1150)
scrollbar-thumb[interactable] xyxy=(418,2320,778,2332)
sudoku-cell[interactable]: 8 xyxy=(1431,938,1459,966)
masthead-note-sign: –ଶ୍ରୀମା xyxy=(738,70,764,79)
grid-row xyxy=(1265,1075,1400,1090)
sudoku-cell[interactable] xyxy=(1375,938,1403,966)
poem-line: ପ୍ରେମରାର ପରଶ'ସା–ଗୁରୁଏ ବିମରେ xyxy=(102,37,232,48)
sudoku-solution-cell[interactable]: 2 xyxy=(1265,1090,1280,1105)
person-portrait xyxy=(341,619,491,834)
contact-line: ବି–୫୪, ରଘୁନାଥ ଶିଳ୍ପାଞ୍ଚଳ, ଭୁବନେଶ୍ୱର–୭୫୧୦୧୦ xyxy=(1250,552,1416,563)
sudoku-cell[interactable] xyxy=(1263,938,1291,966)
author-photo xyxy=(342,241,426,311)
sudoku-solution-cell[interactable]: 6 xyxy=(1310,1090,1325,1105)
section-title: ଏକ ଭାରତରେ... xyxy=(10,155,92,171)
article-credit: –ରାଜୁ ଚରଣ ମହାନ୍ତି xyxy=(261,387,324,397)
sudoku-solution-cell[interactable]: 7 xyxy=(1370,1090,1385,1105)
author-subname: ଦିଲୀପ ଚେରିୟନ xyxy=(465,282,536,295)
sudoku-cell[interactable] xyxy=(1347,770,1375,798)
sudoku-solution-cell[interactable]: 8 xyxy=(1310,1150,1325,1165)
sudoku-cell[interactable]: 4 xyxy=(1235,826,1263,854)
sudoku-solution-cell[interactable]: 6 xyxy=(1385,1120,1400,1135)
paragraph: ଏଣୁ ଏକ ସ୍ପଷ୍ଟ ଆଇନଗତ ବ୍ୟବସ୍ଥା ଆବଶ୍ୟକ, ଯାହା ଦ୍ୱାରା ସମୟସୀମା ନିର୍ଦ୍ଦିଷ୍ଟ ହେବ ଓ ବିବାଦ ଏଡ଼ାଯାଇ ପାରିବ । ସଂସଦ ଏ ଦିଗରେ ବିଚାର କରିବା ଉଚିତ । ନଚେତ୍ ଏହି ସଂଶୟ ବଜାୟ ରହିବ । xyxy=(755,290,1161,314)
sudoku-cell[interactable] xyxy=(1403,966,1431,994)
sudoku-header xyxy=(1184,743,1482,765)
sudoku-cell[interactable] xyxy=(1291,826,1319,854)
sudoku-solution-cell[interactable]: 1 xyxy=(1355,1150,1370,1165)
sudoku-cell[interactable] xyxy=(1235,854,1263,882)
center-column xyxy=(341,8,1161,2264)
almanac-bullet: • ଭାରତୀୟ ୧୦ କି.ମି. ପୁର ସମୁଦ୍ର ତଟରେ ଗଭୀରତମ ଥାଇଲାଣ୍ଡ ଖାଲ ଏକ ଦୁର୍ଘଟଣାରେ ନିହତ ହୋଇଥିଲେ । xyxy=(1195,683,1481,708)
paragraph: ସମାଜର ବିକାଶ ପାଇଁ ସମସ୍ତଙ୍କ ସହଯୋଗ ଆବଶ୍ୟକ । ଶିକ୍ଷା ହେଉଛି ସବୁଠାରୁ ବଡ଼ ଶକ୍ତି । ଶିକ୍ଷା ବିନା ଜୀବନ ଅସମ୍ପୂର୍ଣ୍ଣ । ପ୍ରତ୍ୟେକ ଶିଶୁ ପାଇଁ ଶିକ୍ଷାର ସୁଯୋଗ ଥିବା ଆବଶ୍ୟକ । ସରକାର ଏ ଦିଗରେ ବିଭିନ୍ନ ପଦକ୍ଷେପ ନେଇଛନ୍ତି । କିନ୍ତୁ ଏହା ଯଥେଷ୍ଟ ନୁହେଁ । ସମାଜର ସଚେତନ ନାଗରିକ ଭାବେ ଆମେ ସମସ୍ତେ ଏଥିରେ ସହଯୋଗ କରିବା ଦରକାର । xyxy=(10,291,324,340)
poem-source: (ସିନ୍ଧୁ) xyxy=(155,106,179,117)
letter-body: ମହୋଦୟ, ସମ୍ପ୍ରତି ସମାଜରେ ନାରୀ ନିର୍ଯାତନା ଘଟଣା ବଢ଼ିବାରେ ଲାଗିଛି । ଏହା ଏକ ଗମ୍ଭୀର ସାମାଜିକ ସମସ୍ୟା । କେବଳ ଆଇନ ଦ୍ୱାରା ଏହାର ସମାଧାନ ସମ୍ଭବ ନୁହେଁ । ସାମାଜିକ ଚେତନା ସୃଷ୍ଟି କରିବା ଆବଶ୍ୟକ । ପରିବାର ସ୍ତରରୁ ହିଁ ଶିଶୁମାନଙ୍କୁ ସଂସ୍କାର ଦେବା ଦରକାର । ଶିକ୍ଷା ବ୍ୟବସ୍ଥାରେ ନୈତିକ ଶିକ୍ଷା ଅନ୍ତର୍ଭୁକ୍ତ ହେବା ଉଚିତ । xyxy=(1177,61,1488,109)
letter-item xyxy=(1178,332,1488,414)
sudoku-solution-cell[interactable]: 9 xyxy=(1265,1135,1280,1150)
scroll-right-arrow[interactable] xyxy=(784,2320,796,2332)
sudoku-solution-cell[interactable]: 5 xyxy=(1280,1105,1295,1120)
paragraph: ତାଙ୍କ ମତରେ ଶିକ୍ଷା ହିଁ ସମାଜ ପରିବର୍ତ୍ତନର ମୂଳ ଚାବିକାଠି । ଏଣୁ ସେ ଶିକ୍ଷା କ୍ଷେତ୍ରରେ ଅଧିକ ନିବେଶ ପାଇଁ ସର୍ବଦା ସ୍ୱର ଉତ୍ତୋଳନ କରିଆସିଛନ୍ତି । xyxy=(894,646,1161,670)
sudoku-cell[interactable]: 5 xyxy=(1207,826,1235,854)
grid-row xyxy=(1207,938,1459,966)
paragraph: ଆମ ଦେଶ ଭାରତୀୟ ସ୍ୱାଧୀନ ବିକାଶ ଯାତ୍ରାରେ ଅନେକ ସଫଳତା ହାସଲ କରିଛି । ମାତ୍ର ବର୍ତ୍ତମାନ ଯେଉଁ ଭାବରେ ସରକାରୀ ସମ୍ପତ୍ତି ବିକ୍ରି କରାଯାଉଛି, ତାହା ଚିନ୍ତାର ବିଷୟ । ଜନସାଧାରଣଙ୍କ ଟଙ୍କାରେ ଗଢ଼ା ହୋଇଥିବା ସଂସ୍ଥାଗୁଡ଼ିକୁ କମ୍ ଦାମରେ ବିକ୍ରି କରିବା ଯୁକ୍ତିଯୁକ୍ତ ନୁହେଁ । xyxy=(340,402,540,463)
sudoku-cell[interactable] xyxy=(1347,854,1375,882)
almanac-bar xyxy=(1179,661,1487,679)
main-headline: ଏକ ଆଇନଗତ ସଂଶୟ xyxy=(576,100,926,144)
sudoku-cell[interactable] xyxy=(1319,826,1347,854)
sudoku-solution-cell[interactable]: 2 xyxy=(1310,1165,1325,1180)
column-divider xyxy=(332,8,333,2264)
sudoku-cell[interactable]: 5 xyxy=(1375,798,1403,826)
sudoku-cell[interactable] xyxy=(1375,770,1403,798)
letters-header xyxy=(1178,8,1488,30)
sudoku-solution-cell[interactable]: 1 xyxy=(1325,1075,1340,1090)
sudoku-cell[interactable] xyxy=(1375,854,1403,882)
paragraph: ସମ୍ପ୍ରତି କେତେକ ରାଜ୍ୟରେ ରାଜ୍ୟପାଳ ଏବଂ ନିର୍ବାଚିତ ସରକାର ମଧ୍ୟରେ ଟକ୍କର ବଢ଼ିଚାଲିଛି । ବିଧାନସଭାରେ ପାରିତ ବିଲ୍‌କୁ ରାଜ୍ୟପାଳ ଦୀର୍ଘ ଦିନ ଧରି ଅଟକାଇ ରଖୁଛନ୍ତି ବୋଲି ଅଭିଯୋଗ ହେଉଛି । ଏ ନେଇ ସର୍ବୋଚ୍ଚ ନ୍ୟାୟାଳୟଙ୍କ ନିକଟରେ ମାମଲା ଦାୟର ହୋଇଛି । ଅଦାଲତ ମଧ୍ୟ ଏ ବିଷୟରେ ମନ୍ତବ୍ୟ ଦେଇଛନ୍ତି । xyxy=(340,196,746,233)
